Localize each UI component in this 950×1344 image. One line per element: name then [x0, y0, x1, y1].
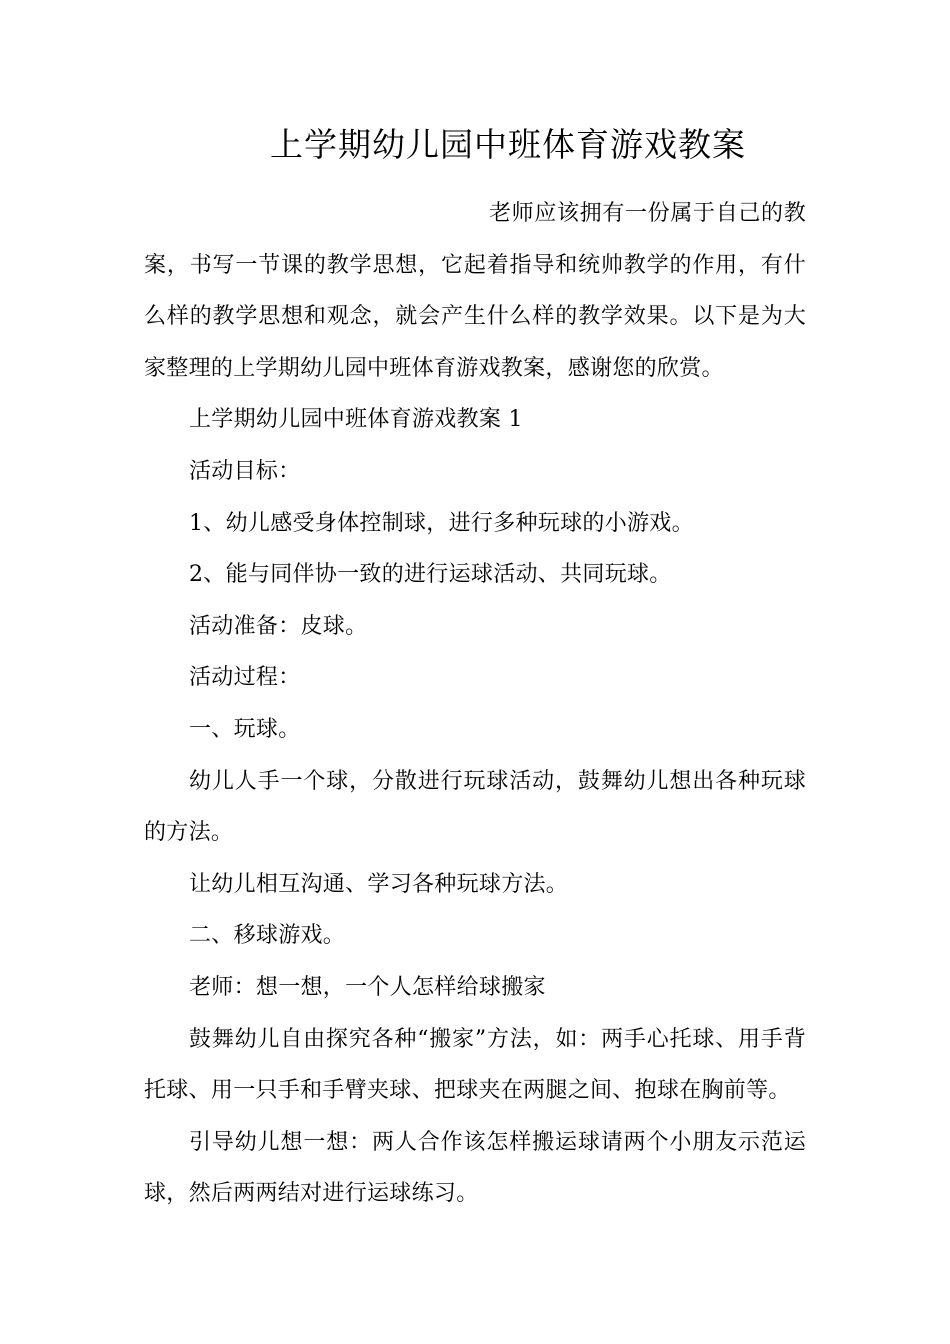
body-paragraph: 让幼儿相互沟通、学习各种玩球方法。 — [189, 871, 569, 897]
activity-process-heading: 活动过程： — [189, 665, 301, 691]
body-paragraph: 鼓舞幼儿自由探究各种“搬家”方法，如：两手心托球、用手背托球、用一只手和手臂夹球、把球夹在两腿之间、抱球在胸前等。 — [144, 1026, 806, 1104]
step-heading-1: 一、玩球。 — [189, 716, 301, 742]
document-body — [144, 188, 806, 1220]
body-paragraph: 老师：想一想，一个人怎样给球搬家 — [189, 974, 546, 1000]
body-paragraph: 引导幼儿想一想：两人合作该怎样搬运球请两个小朋友示范运球，然后两两结对进行运球练习。 — [144, 1129, 806, 1207]
section-heading-lesson-1: 上学期幼儿园中班体育游戏教案 1 — [189, 407, 523, 433]
intro-paragraph: 老师应该拥有一份属于自己的教案，书写一节课的教学思想，它起着指导和统帅教学的作用，有什么样的教学思想和观念，就会产生什么样的教学效果。以下是为大家整理的上学期幼儿园中班体育游戏教案，感谢您的欣赏。 — [144, 201, 806, 381]
document-title: 上学期幼儿园中班体育游戏教案 — [270, 125, 746, 164]
goal-item-2: 2、能与同伴协一致的进行运球活动、共同玩球。 — [189, 562, 672, 588]
activity-goals-heading: 活动目标： — [189, 458, 301, 484]
goal-item-1: 1、幼儿感受身体控制球，进行多种玩球的小游戏。 — [189, 510, 694, 536]
activity-preparation: 活动准备：皮球。 — [189, 613, 368, 639]
step-heading-2: 二、移球游戏。 — [189, 923, 346, 949]
body-paragraph: 幼儿人手一个球，分散进行玩球活动，鼓舞幼儿想出各种玩球的方法。 — [144, 768, 806, 846]
